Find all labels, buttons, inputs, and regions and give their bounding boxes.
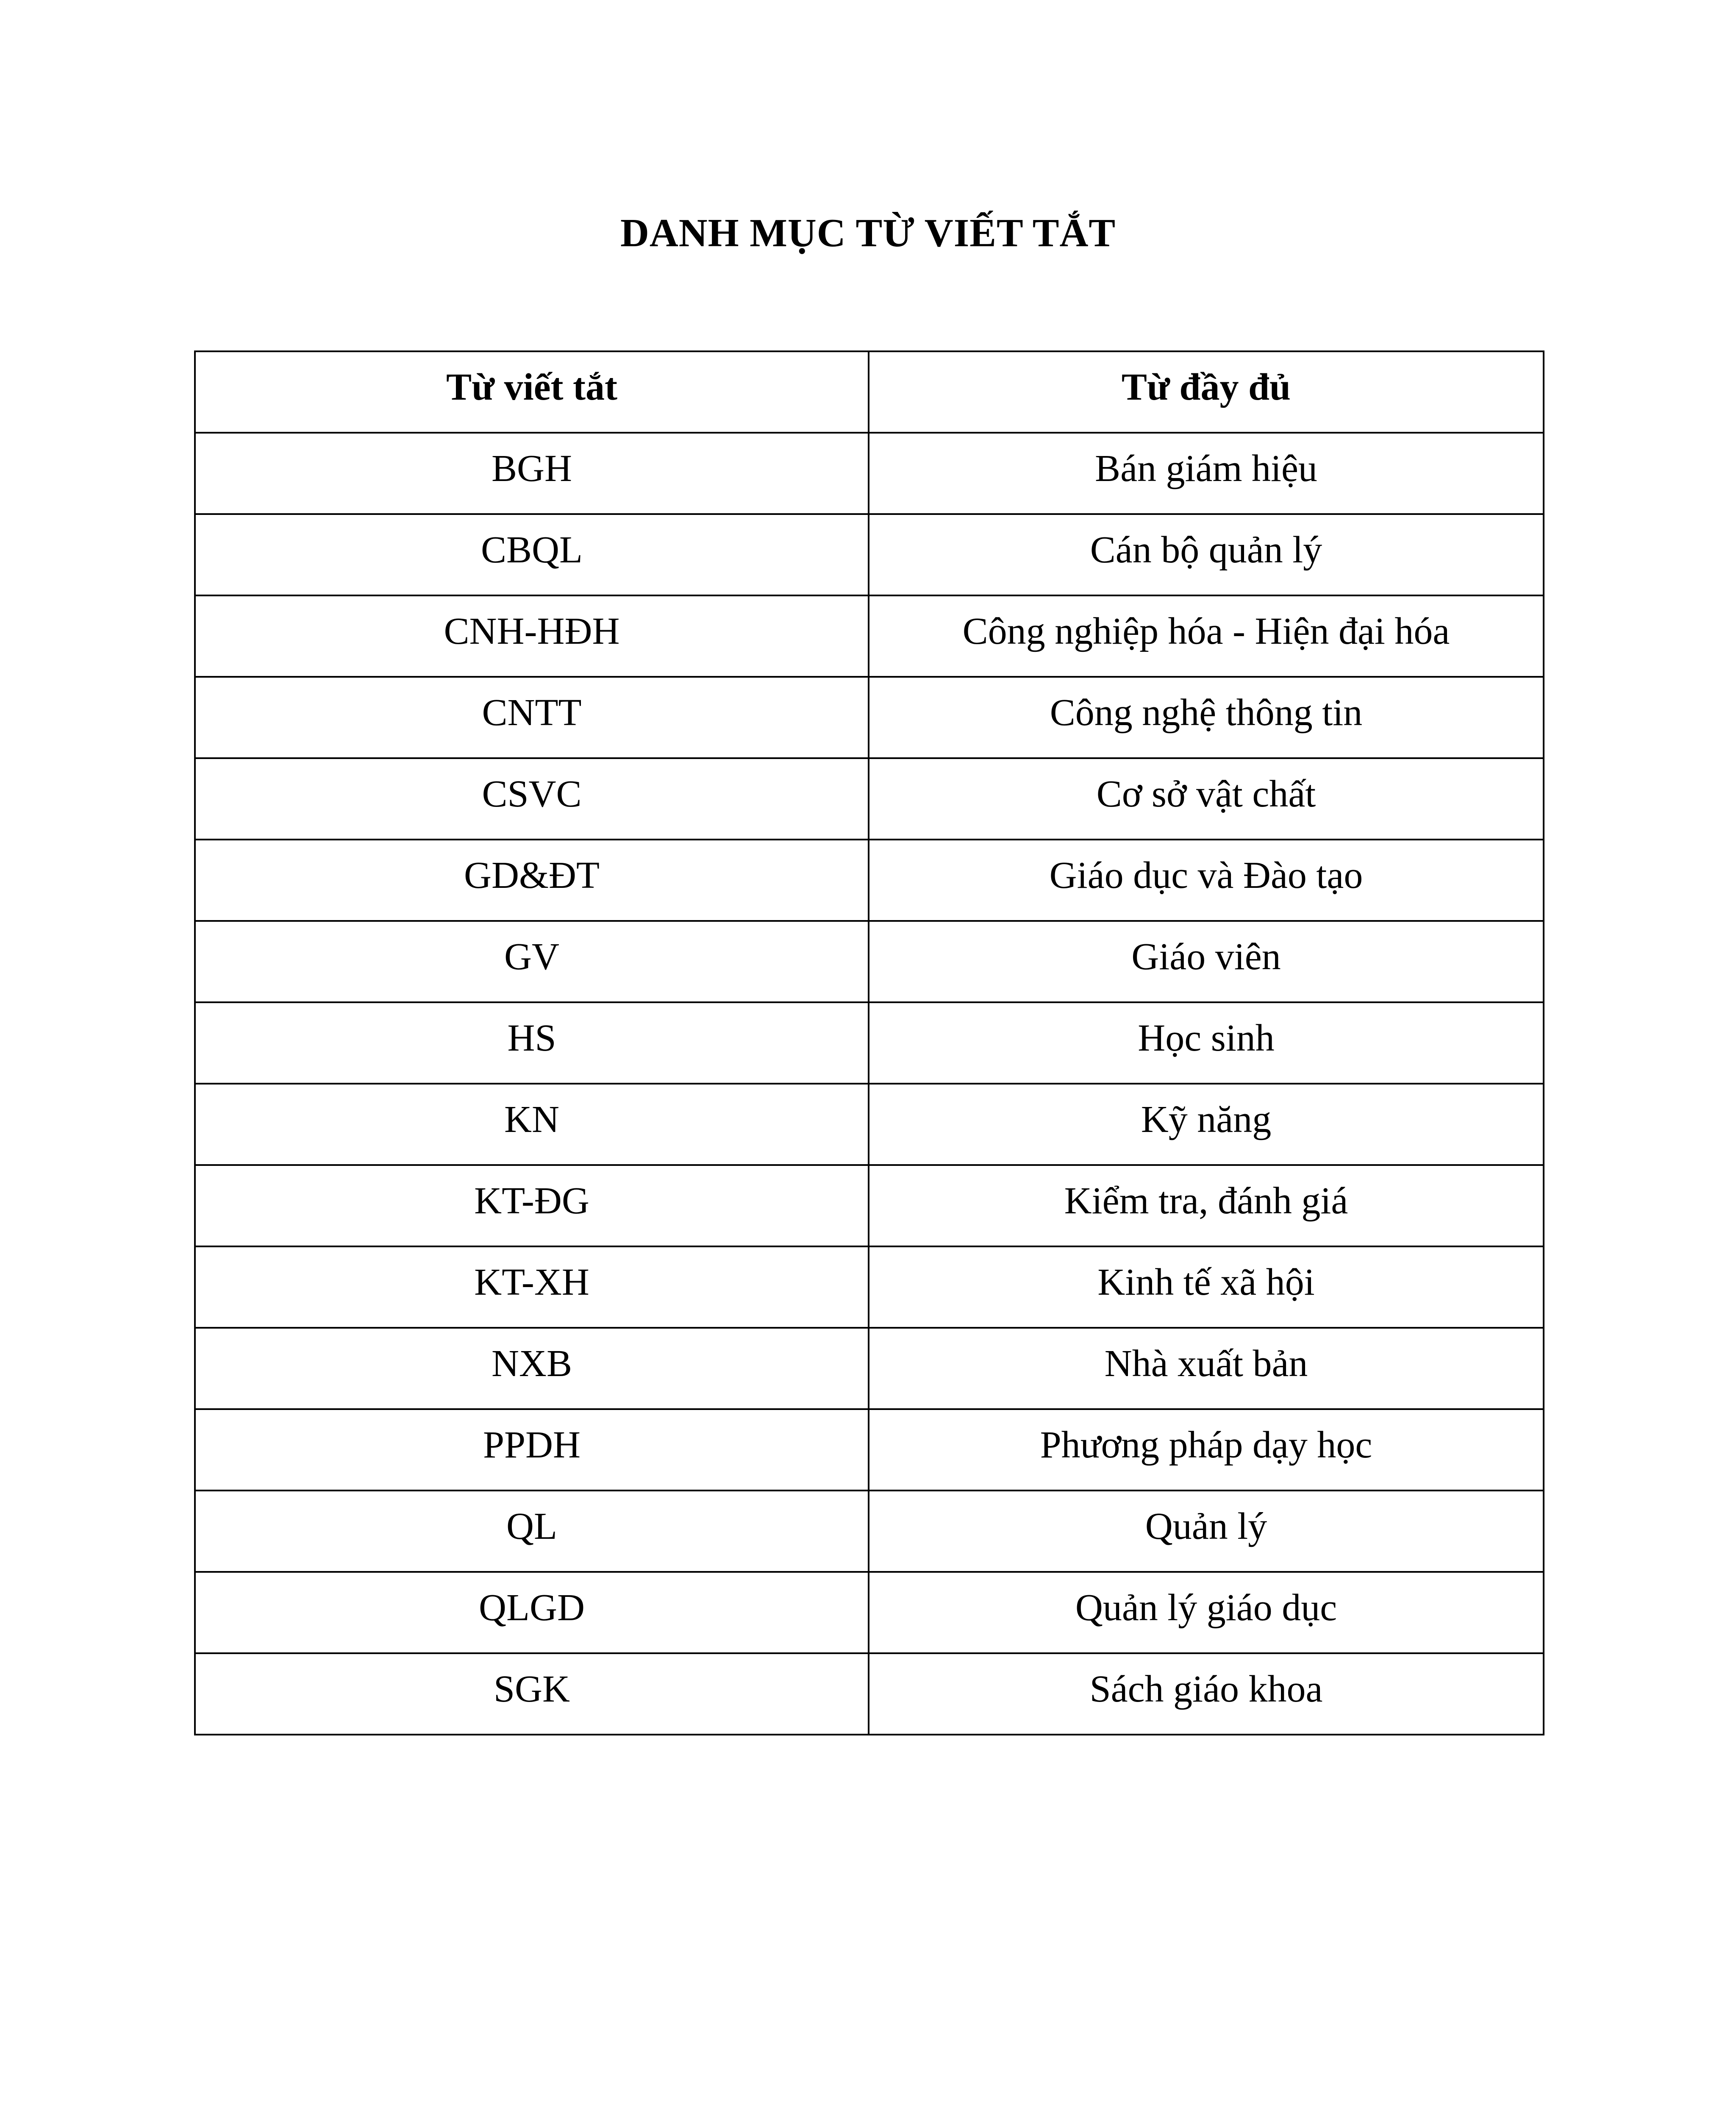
full-term-cell: Quản lý giáo dục [869, 1572, 1544, 1653]
abbreviation-cell: QLGD [195, 1572, 869, 1653]
abbreviation-cell: KN [195, 1084, 869, 1165]
abbreviation-cell: SGK [195, 1653, 869, 1735]
table-row [195, 1653, 1544, 1735]
full-term-cell: Nhà xuất bản [869, 1328, 1544, 1409]
full-term-cell: Công nghệ thông tin [869, 677, 1544, 758]
abbreviation-cell: HS [195, 1002, 869, 1084]
abbreviation-cell: GV [195, 921, 869, 1002]
table-row [195, 1084, 1544, 1165]
table-row [195, 1328, 1544, 1409]
table-row [195, 921, 1544, 1002]
full-term-cell: Cơ sở vật chất [869, 758, 1544, 840]
header-abbreviation: Từ viết tắt [195, 351, 869, 433]
table-row [195, 595, 1544, 677]
table-row [195, 1409, 1544, 1491]
full-term-cell: Cán bộ quản lý [869, 514, 1544, 595]
abbreviation-cell: CNTT [195, 677, 869, 758]
table-row [195, 758, 1544, 840]
table-row [195, 1002, 1544, 1084]
full-term-cell: Sách giáo khoa [869, 1653, 1544, 1735]
abbreviation-cell: NXB [195, 1328, 869, 1409]
full-term-cell: Học sinh [869, 1002, 1544, 1084]
abbreviation-cell: CBQL [195, 514, 869, 595]
table-row [195, 1246, 1544, 1328]
table-header-row [195, 351, 1544, 433]
full-term-cell: Phương pháp dạy học [869, 1409, 1544, 1491]
abbreviation-cell: KT-ĐG [195, 1165, 869, 1246]
full-term-cell: Kiểm tra, đánh giá [869, 1165, 1544, 1246]
full-term-cell: Giáo dục và Đào tạo [869, 840, 1544, 921]
full-term-cell: Kỹ năng [869, 1084, 1544, 1165]
page-title: DANH MỤC TỪ VIẾT TẮT [620, 211, 1116, 255]
full-term-cell: Giáo viên [869, 921, 1544, 1002]
table-row [195, 677, 1544, 758]
table-row [195, 840, 1544, 921]
full-term-cell: Kinh tế xã hội [869, 1246, 1544, 1328]
abbreviation-cell: CNH-HĐH [195, 595, 869, 677]
abbreviation-cell: BGH [195, 433, 869, 514]
table-row [195, 514, 1544, 595]
full-term-cell: Quản lý [869, 1491, 1544, 1572]
table-row [195, 1491, 1544, 1572]
abbreviation-cell: QL [195, 1491, 869, 1572]
table-row [195, 1165, 1544, 1246]
abbreviation-cell: CSVC [195, 758, 869, 840]
table-row [195, 433, 1544, 514]
abbreviations-table [194, 350, 1544, 1735]
abbreviation-cell: KT-XH [195, 1246, 869, 1328]
table-row [195, 1572, 1544, 1653]
header-full-term: Từ đầy đủ [869, 351, 1544, 433]
full-term-cell: Bán giám hiệu [869, 433, 1544, 514]
abbreviation-cell: GD&ĐT [195, 840, 869, 921]
full-term-cell: Công nghiệp hóa - Hiện đại hóa [869, 595, 1544, 677]
abbreviation-cell: PPDH [195, 1409, 869, 1491]
